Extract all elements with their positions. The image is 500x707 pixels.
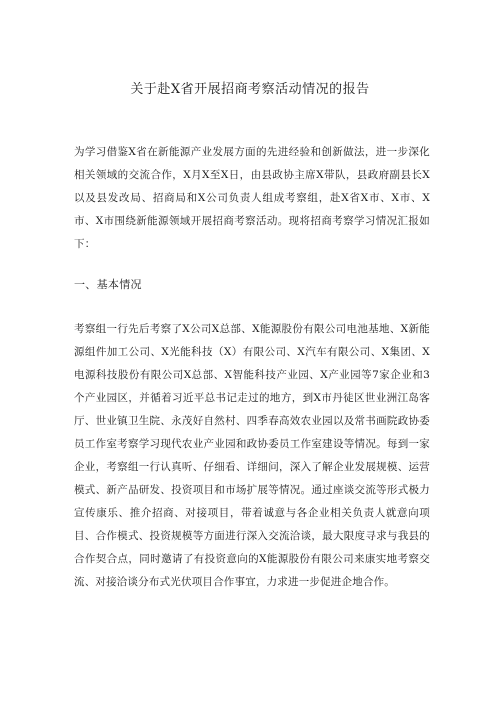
section-body-basic-info: 考察组一行先后考察了X公司X总部、X能源股份有限公司电池基地、X新能源组件加工公司、X光能科技（X）有限公司、X汽车有限公司、X集团、X电源科技股份有限公司X总部、X智能科技产业园、X产业园等7家企业和3个产业园区，并循着习近平总书记走过的地方，到X市丹徒区世业洲江岛客厅、世业镇卫生院、永茂好自然村、四季春高效农业园以及常书画院政协委员工作室考察学习现代农业产业园和政协委员工作室建设等情况。每到一家企业，考察组一行认真听、仔细看、详细问，深入了解企业发展规模、运营模式、新产品研发、投资项目和市场扩展等情况。通过座谈交流等形式极力宣传康乐、推介招商、对接项目，带着诚意与各企业相关负责人就意向项目、合作模式、投资规模等方面进行深入交流洽谈，最大限度寻求与我县的合作契合点，同时邀请了有投资意向的X能源股份有限公司来康实地考察交流、对接洽谈分布式光伏项目合作事宜，力求进一步促进企地合作。 [74,323,430,588]
intro-paragraph: 为学习借鉴X省在新能源产业发展方面的先进经验和创新做法，进一步深化相关领域的交流合作，X月X至X日，由县政协主席X带队，县政府副县长X以及县发改局、招商局和X公司负责人组成考察组，赴X省X市、X市、X市、X市围绕新能源领域开展招商考察活动。现将招商考察学习情况汇报如下： [74,146,430,250]
section-heading-basic-info: 一、基本情况 [74,278,142,291]
document-title: 关于赴X省开展招商考察活动情况的报告 [130,82,370,97]
